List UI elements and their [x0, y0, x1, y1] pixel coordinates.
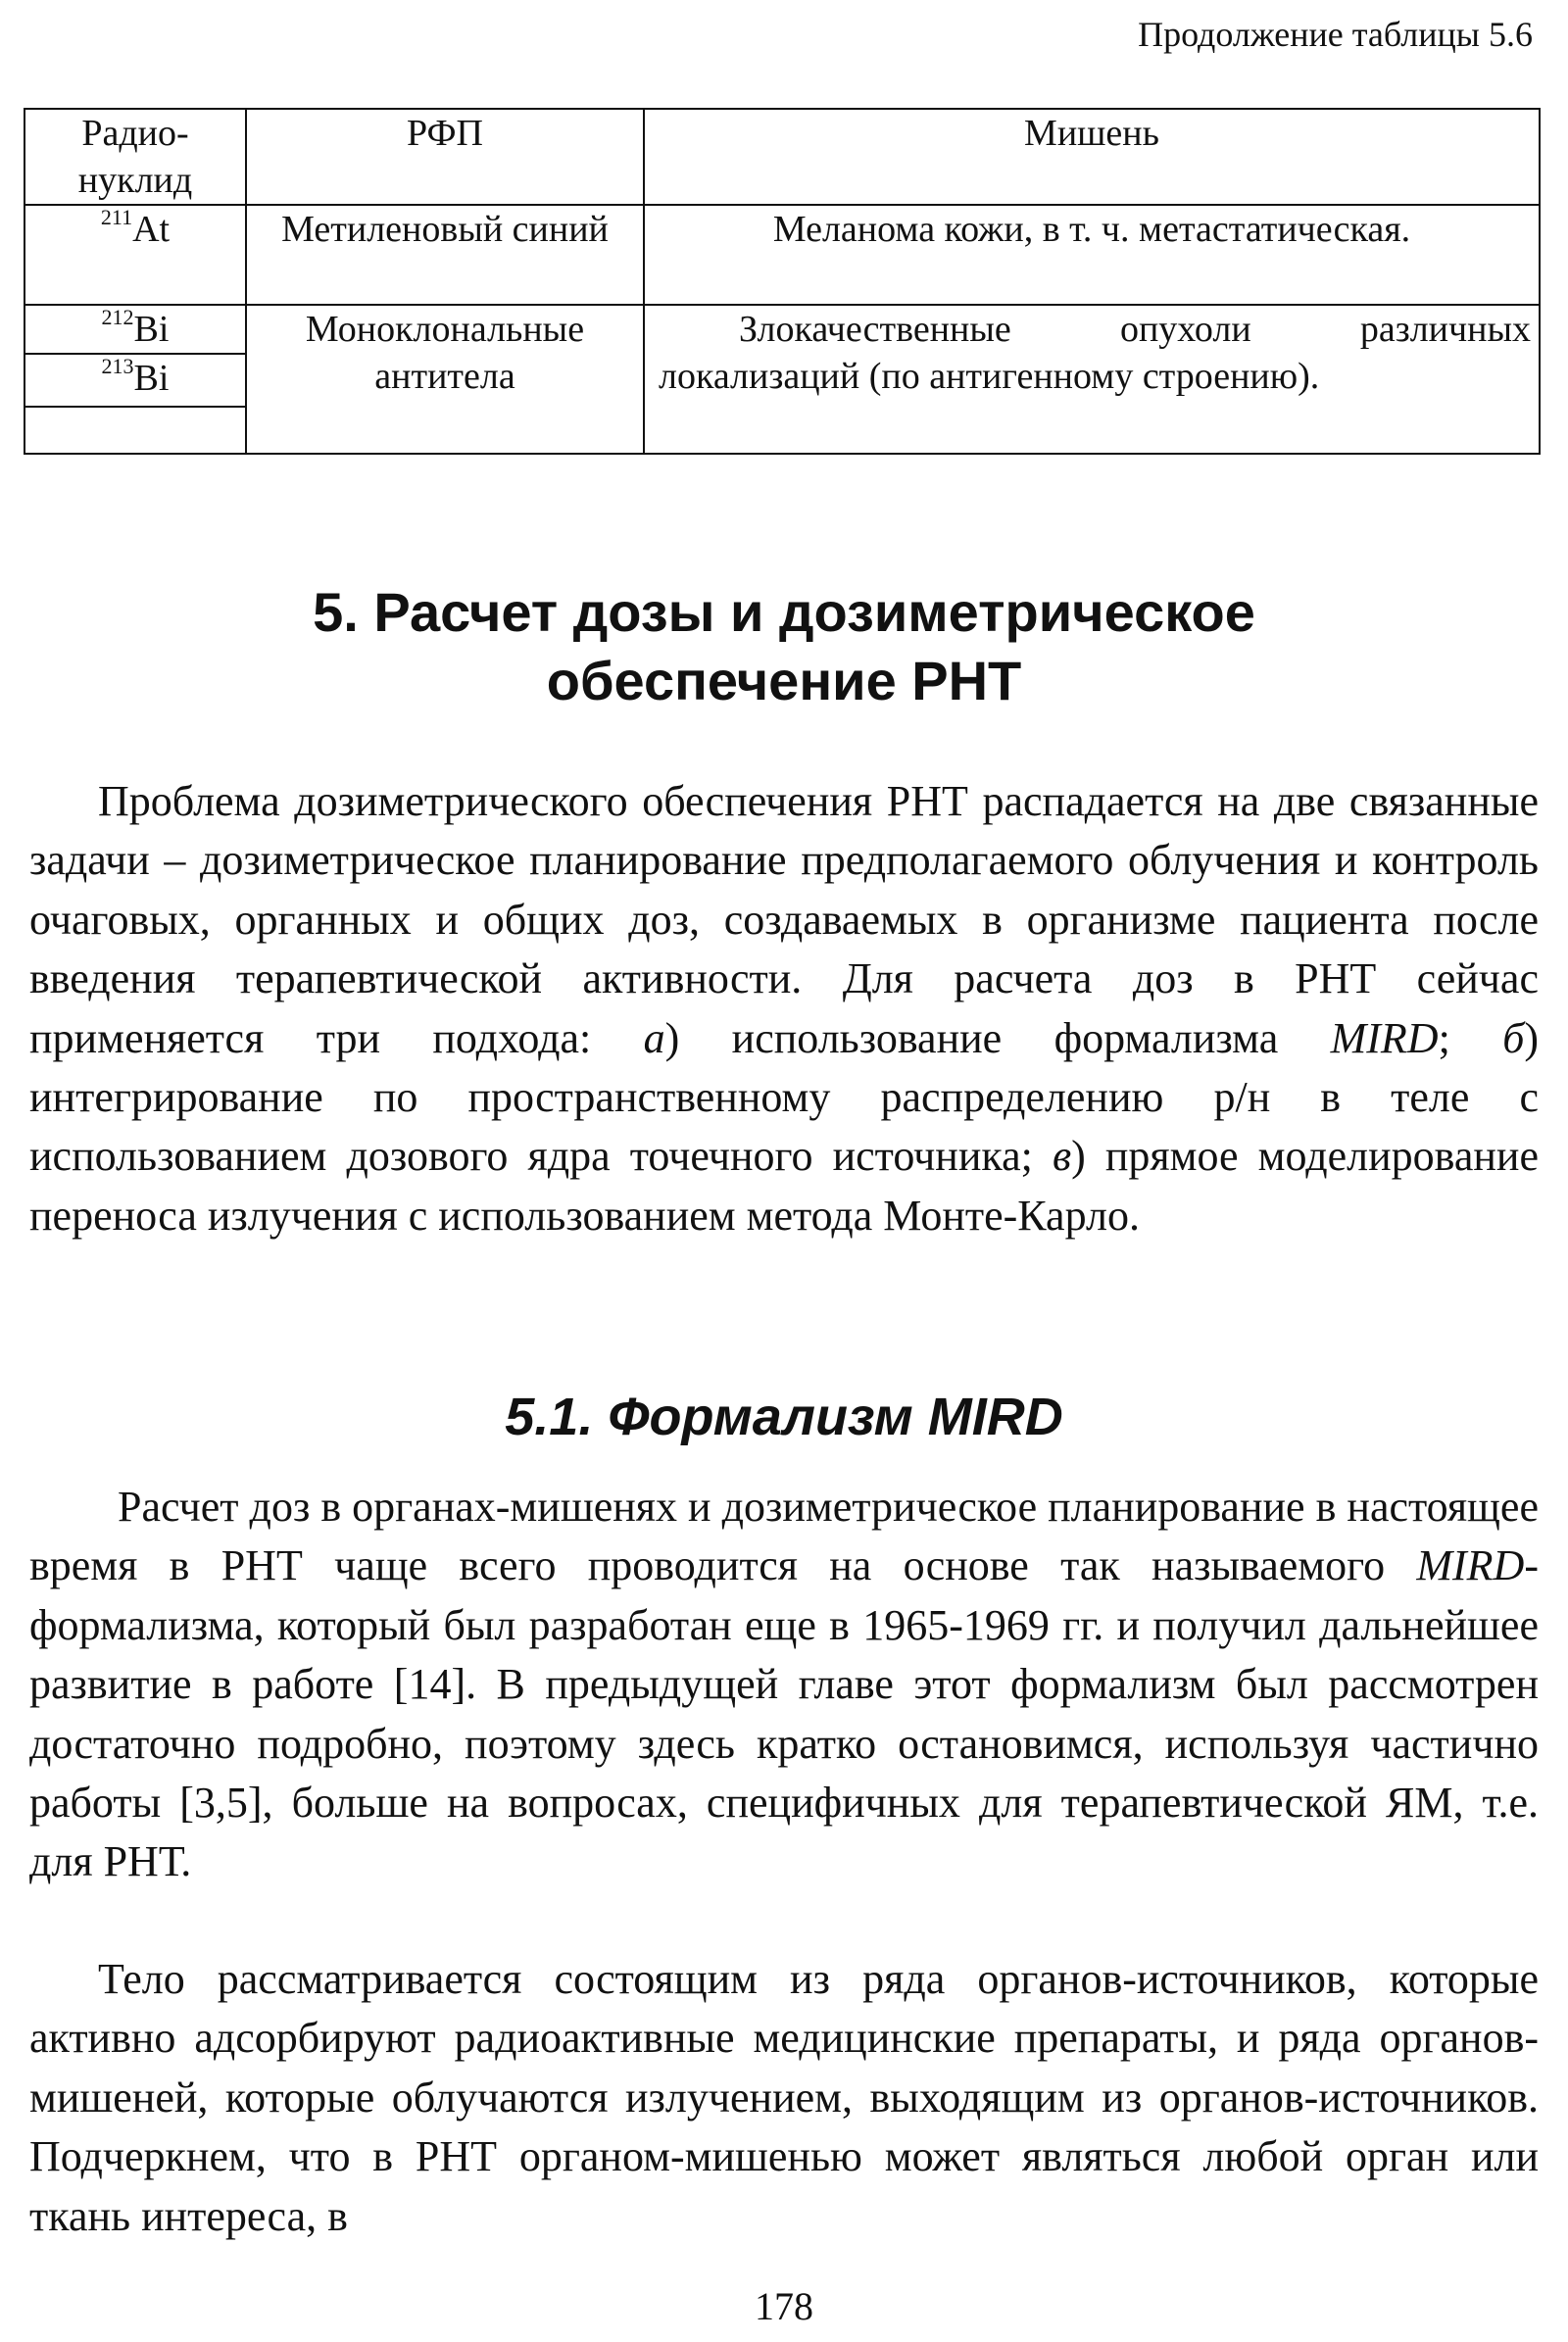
header-target: Мишень — [644, 109, 1540, 205]
element-symbol: Bi — [133, 358, 170, 399]
header-radionuclide: Радио-нуклид — [24, 109, 246, 205]
empty-cell — [246, 407, 644, 454]
mass-number: 211 — [100, 205, 133, 229]
radionuclide-cell — [24, 205, 246, 305]
item-marker-b: б — [1502, 1013, 1525, 1062]
table-continuation-label: Продолжение таблицы 5.6 — [1138, 15, 1533, 54]
paragraph-body-model: Тело рассматривается состоящим из ряда органов-источников, которые активно адсорбируют радиоактивные медицинские препараты, и ряда органов-мишеней, которые облучаются излучением, выходящим из органов-источников. Подчеркнем, что в РНТ органом-мишенью может являться любой орган или ткань интереса, в — [29, 1955, 1539, 2240]
mird-term: MIRD — [1416, 1541, 1525, 1590]
radionuclide-cell — [24, 305, 246, 354]
radionuclide-table — [24, 108, 1541, 455]
element-symbol: Bi — [133, 309, 170, 350]
table-filler-row — [24, 407, 1540, 454]
text-run: ) интегрирование по пространственному распределению р/н в теле с использованием дозового ядра точечного источника; — [29, 1013, 1539, 1181]
text-run: ) использование формализма — [664, 1013, 1331, 1062]
table-row — [24, 305, 1540, 354]
text-run: Проблема дозиметрического обеспечения РНТ распадается на две связанные задачи – дозиметрическое планирование предполагаемого облучения и контроль очаговых, органных и общих доз, создаваемых в организме пациента после введения терапевтической активности. Для расчета доз в РНТ сейчас применяется три подхода: — [29, 777, 1539, 1062]
radionuclide-cell — [24, 354, 246, 407]
section-title-line2: обеспечение РНТ — [546, 650, 1022, 711]
section-title-line1: 5. Расчет дозы и дозиметрическое — [313, 581, 1255, 643]
mird-term: MIRD — [1330, 1013, 1439, 1062]
rfp-cell: Моноклональные антитела — [246, 305, 644, 407]
subsection-title: 5.1. Формализм MIRD — [505, 1388, 1063, 1446]
header-rfp: РФП — [246, 109, 644, 205]
item-marker-a: а — [643, 1013, 665, 1062]
target-cell: Меланома кожи, в т. ч. метастатическая. — [644, 205, 1540, 305]
table-row — [24, 205, 1540, 305]
page-number: 178 — [755, 2284, 813, 2328]
paragraph-mird — [29, 1478, 1539, 1892]
paragraph-intro — [29, 772, 1539, 1245]
item-marker-v: в — [1052, 1132, 1072, 1181]
text-run: ; — [1438, 1013, 1503, 1062]
empty-cell — [24, 407, 246, 454]
target-cell: Злокачественные опухоли различных локализаций (по антигенному строению). — [644, 305, 1540, 407]
empty-cell — [644, 407, 1540, 454]
text-run: ) прямое моделирование переноса излучения с использованием метода Монте-Карло. — [29, 1132, 1539, 1240]
rfp-cell: Метиленовый синий — [246, 205, 644, 305]
mass-number: 213 — [101, 354, 134, 378]
mass-number: 212 — [101, 305, 134, 329]
table-header-row — [24, 109, 1540, 205]
section-title — [0, 578, 1568, 715]
text-run: Расчет доз в органах-мишенях и дозиметрическое планирование в настоящее время в РНТ чаще всего проводится на основе так называемого — [29, 1483, 1539, 1590]
element-symbol: At — [132, 209, 171, 250]
text-run: -формализма, который был разработан еще в 1965-1969 гг. и получил дальнейшее развитие в работе [14]. В предыдущей главе этот формализм был рассмотрен достаточно подробно, поэтому здесь кратко остановимся, используя частично работы [3,5], больше на вопросах, специфичных для терапевтической ЯМ, т.е. для РНТ. — [29, 1541, 1539, 1886]
